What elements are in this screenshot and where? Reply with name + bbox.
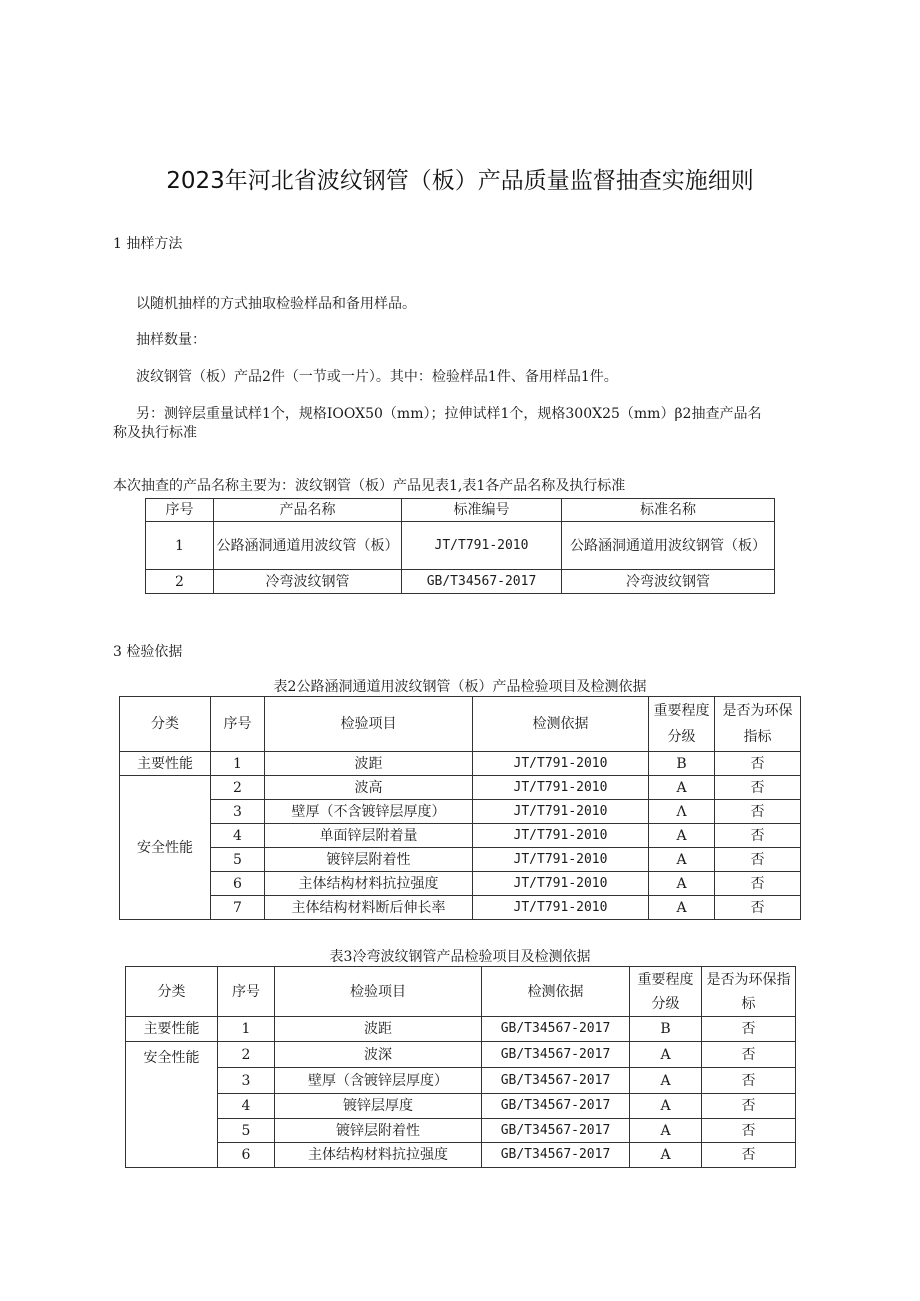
table-cell: 4 [218, 1094, 275, 1119]
table-row [126, 1143, 796, 1168]
paragraph-sampling-method: 以随机抽样的方式抽取检验样品和备用样品。 [136, 296, 416, 312]
product-standard-table [145, 498, 775, 594]
table-cell: GB/T34567-2017 [482, 1017, 630, 1042]
table-cell: 镀锌层厚度 [275, 1094, 482, 1119]
table-row [126, 1094, 796, 1119]
table-header-cell: 检测依据 [473, 697, 649, 752]
table-cell: A [630, 1119, 702, 1143]
table-cell: 波距 [275, 1017, 482, 1042]
table-cell: 冷弯波纹钢管 [562, 570, 775, 594]
inspection-items-table-2 [119, 696, 801, 920]
table-cell: JT/T791-2010 [473, 872, 649, 896]
table-cell: GB/T34567-2017 [482, 1119, 630, 1143]
section-1-heading: 1 抽样方法 [113, 236, 183, 252]
table-cell: A [649, 896, 715, 920]
table-row [120, 800, 801, 824]
table-cell: JT/T791-2010 [402, 522, 562, 570]
table-header-cell: 标准名称 [562, 499, 775, 522]
table-cell: 否 [715, 872, 801, 896]
table-row [120, 896, 801, 920]
table-cell: 2 [211, 776, 265, 800]
table-header-cell: 序号 [218, 967, 275, 1017]
table-cell: 1 [146, 522, 214, 570]
inspection-items-table-3 [125, 966, 796, 1168]
table-header-cell: 分类 [126, 967, 218, 1017]
table-cell: 公路涵洞通道用波纹管（板） [214, 522, 402, 570]
section-3-heading: 3 检验依据 [113, 644, 183, 660]
table-cell: 否 [715, 824, 801, 848]
table-cell: 主体结构材料抗拉强度 [265, 872, 473, 896]
table-row [120, 872, 801, 896]
table-header-cell: 是否为环保指标 [702, 967, 796, 1017]
table-cell: 镀锌层附着性 [265, 848, 473, 872]
table-cell: 波距 [265, 752, 473, 776]
table-cell: 壁厚（不含镀锌层厚度） [265, 800, 473, 824]
table-cell: 公路涵洞通道用波纹钢管（板） [562, 522, 775, 570]
table-cell: 7 [211, 896, 265, 920]
table-header-row [120, 697, 801, 752]
table-cell: 主体结构材料抗拉强度 [275, 1143, 482, 1168]
table-cell: 壁厚（含镀锌层厚度） [275, 1068, 482, 1094]
table-cell: 1 [211, 752, 265, 776]
table-header-cell: 是否为环保指标 [715, 697, 801, 752]
table-header-cell: 重要程度分级 [649, 697, 715, 752]
paragraph-specimens-line-1: 另：测锌层重量试样1个，规格IOOX50（mm）；拉伸试样1个，规格300X25（mm）β2抽查产品名 [136, 406, 762, 422]
paragraph-specimens-line-2: 称及执行标准 [113, 425, 197, 441]
table-cell: JT/T791-2010 [473, 824, 649, 848]
table-header-cell: 检测依据 [482, 967, 630, 1017]
table-row [126, 1068, 796, 1094]
table-cell: 镀锌层附着性 [275, 1119, 482, 1143]
table-cell: 3 [211, 800, 265, 824]
table-cell: A [630, 1042, 702, 1068]
table-header-cell: 序号 [146, 499, 214, 522]
table-cell: 否 [702, 1094, 796, 1119]
table-header-cell: 产品名称 [214, 499, 402, 522]
table-cell: JT/T791-2010 [473, 752, 649, 776]
table-cell: GB/T34567-2017 [402, 570, 562, 594]
table-cell: A [649, 872, 715, 896]
table-cell: GB/T34567-2017 [482, 1068, 630, 1094]
table-cell: B [630, 1017, 702, 1042]
table-header-cell: 分类 [120, 697, 211, 752]
section-2-intro: 本次抽查的产品名称主要为：波纹钢管（板）产品见表1,表1各产品名称及执行标准 [113, 478, 626, 494]
table-cell: JT/T791-2010 [473, 896, 649, 920]
table-row [126, 1119, 796, 1143]
table-2-caption: 表2公路涵洞通道用波纹钢管（板）产品检验项目及检测依据 [273, 679, 647, 695]
table-cell: A [630, 1094, 702, 1119]
table-cell: JT/T791-2010 [473, 800, 649, 824]
table-cell: 5 [211, 848, 265, 872]
table-cell: 否 [702, 1068, 796, 1094]
table-row [146, 522, 775, 570]
category-cell: 主要性能 [120, 752, 211, 776]
table-cell: 3 [218, 1068, 275, 1094]
table-cell: 否 [715, 776, 801, 800]
table-cell: 2 [218, 1042, 275, 1068]
category-cell: 主要性能 [126, 1017, 218, 1042]
table-cell: 否 [715, 848, 801, 872]
table-cell: 4 [211, 824, 265, 848]
page-title: 2023年河北省波纹钢管（板）产品质量监督抽查实施细则 [166, 168, 754, 194]
table-row [120, 824, 801, 848]
table-cell: 否 [702, 1017, 796, 1042]
table-cell: 波高 [265, 776, 473, 800]
table-cell: A [649, 776, 715, 800]
category-cell: 安全性能 [120, 776, 211, 920]
table-header-cell: 标准编号 [402, 499, 562, 522]
table-row [120, 776, 801, 800]
table-header-cell: 重要程度分级 [630, 967, 702, 1017]
table-cell: A [630, 1068, 702, 1094]
table-3-caption: 表3冷弯波纹钢管产品检验项目及检测依据 [329, 949, 591, 965]
table-header-cell: 序号 [211, 697, 265, 752]
table-header-row [126, 967, 796, 1017]
table-cell: 6 [218, 1143, 275, 1168]
table-cell: Λ [649, 800, 715, 824]
table-cell: A [649, 824, 715, 848]
table-cell: 5 [218, 1119, 275, 1143]
table-row [146, 570, 775, 594]
table-row [120, 848, 801, 872]
table-header-cell: 检验项目 [265, 697, 473, 752]
table-cell: 冷弯波纹钢管 [214, 570, 402, 594]
table-cell: 否 [702, 1042, 796, 1068]
table-cell: 单面锌层附着量 [265, 824, 473, 848]
paragraph-sample-count: 波纹钢管（板）产品2件（一节或一片）。其中：检验样品1件、备用样品1件。 [136, 369, 618, 385]
table-cell: 否 [715, 800, 801, 824]
table-row [120, 752, 801, 776]
table-cell: 波深 [275, 1042, 482, 1068]
table-header-cell: 检验项目 [275, 967, 482, 1017]
table-cell: 否 [702, 1143, 796, 1168]
table-cell: 否 [715, 752, 801, 776]
table-cell: A [630, 1143, 702, 1168]
table-cell: A [649, 848, 715, 872]
table-cell: 主体结构材料断后伸长率 [265, 896, 473, 920]
table-cell: JT/T791-2010 [473, 848, 649, 872]
table-cell: 否 [715, 896, 801, 920]
table-header-row [146, 499, 775, 522]
table-cell: 2 [146, 570, 214, 594]
table-cell: 6 [211, 872, 265, 896]
table-cell: B [649, 752, 715, 776]
table-cell: 否 [702, 1119, 796, 1143]
table-cell: GB/T34567-2017 [482, 1094, 630, 1119]
table-cell: GB/T34567-2017 [482, 1143, 630, 1168]
paragraph-sampling-quantity: 抽样数量： [136, 332, 206, 348]
table-row [126, 1042, 796, 1068]
table-cell: GB/T34567-2017 [482, 1042, 630, 1068]
table-cell: JT/T791-2010 [473, 776, 649, 800]
table-cell: 1 [218, 1017, 275, 1042]
table-row [126, 1017, 796, 1042]
category-cell: 安全性能 [126, 1042, 218, 1168]
